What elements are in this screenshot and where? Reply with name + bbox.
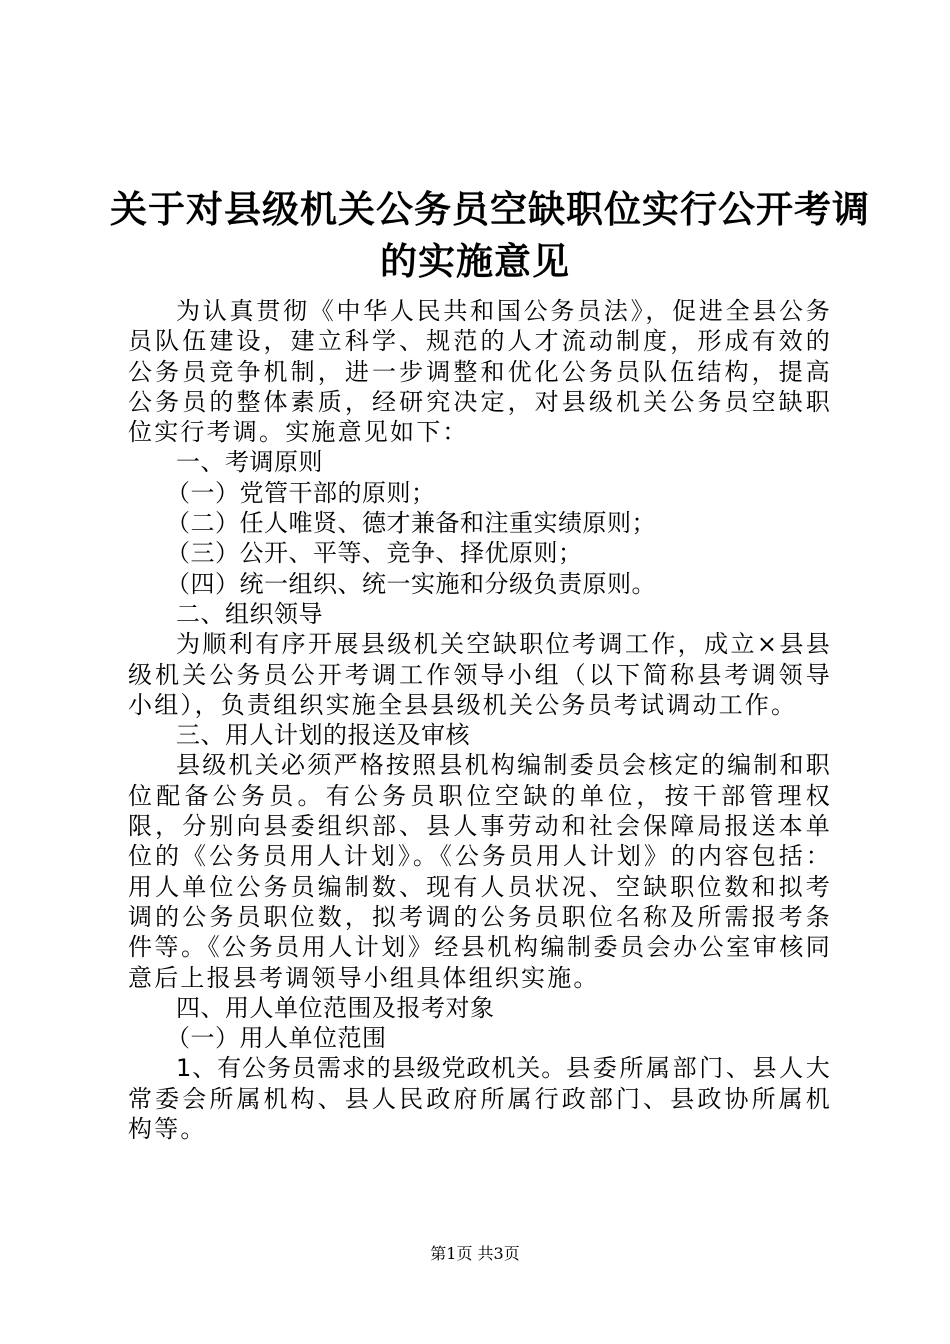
section-1-item-3: （三）公开、平等、竞争、择优原则； bbox=[166, 539, 583, 568]
section-4-heading: 四、用人单位范围及报考对象 bbox=[176, 993, 495, 1022]
section-2-paragraph: 为顺利有序开展县级机关空缺职位考调工作，成立×县县级机关公务员公开考调工作领导小组（以下简称县考调领导小组），负责组织实施全县县级机关公务员考试调动工作。 bbox=[128, 630, 832, 719]
intro-paragraph: 为认真贯彻《中华人民共和国公务员法》，促进全县公务员队伍建设，建立科学、规范的人才流动制度，形成有效的公务员竞争机制，进一步调整和优化公务员队伍结构，提高公务员的整体素质，经研究决定，对县级机关公务员空缺职位实行考调。实施意见如下： bbox=[128, 297, 832, 447]
section-4-subheading: （一）用人单位范围 bbox=[166, 1024, 387, 1053]
document-title-line-2: 的实施意见 bbox=[380, 240, 570, 283]
section-2-heading: 二、组织领导 bbox=[176, 599, 323, 628]
section-1-item-2: （二）任人唯贤、德才兼备和注重实绩原则； bbox=[166, 509, 656, 538]
section-3-heading: 三、用人计划的报送及审核 bbox=[176, 721, 470, 750]
document-title-line-1: 关于对县级机关公务员空缺职位实行公开考调 bbox=[110, 188, 870, 231]
section-4-item-1-lead: 1、有公务员需求的县级党政机关。 bbox=[176, 1054, 567, 1083]
section-4-item-1 bbox=[128, 1053, 832, 1144]
page-number-footer: 第1页 共3页 bbox=[430, 1244, 520, 1263]
section-1-item-4: （四）统一组织、统一实施和分级负责原则。 bbox=[166, 569, 656, 598]
section-3-paragraph: 县级机关必须严格按照县机构编制委员会核定的编制和职位配备公务员。有公务员职位空缺的单位，按干部管理权限，分别向县委组织部、县人事劳动和社会保障局报送本单位的《公务员用人计划》。《公务员用人计划》的内容包括：用人单位公务员编制数、现有人员状况、空缺职位数和拟考调的公务员职位数，拟考调的公务员职位名称及所需报考条件等。《公务员用人计划》经县机构编制委员会办公室审核同意后上报县考调领导小组具体组织实施。 bbox=[128, 751, 832, 992]
section-1-heading: 一、考调原则 bbox=[176, 448, 323, 477]
section-4-item-1-text: 县委所属部门、县人大常委会所属机构、县人民政府所属行政部门、县政协所属机构等。 bbox=[128, 1054, 832, 1144]
section-1-item-1: （一）党管干部的原则； bbox=[166, 478, 436, 507]
document-body bbox=[128, 296, 832, 1144]
